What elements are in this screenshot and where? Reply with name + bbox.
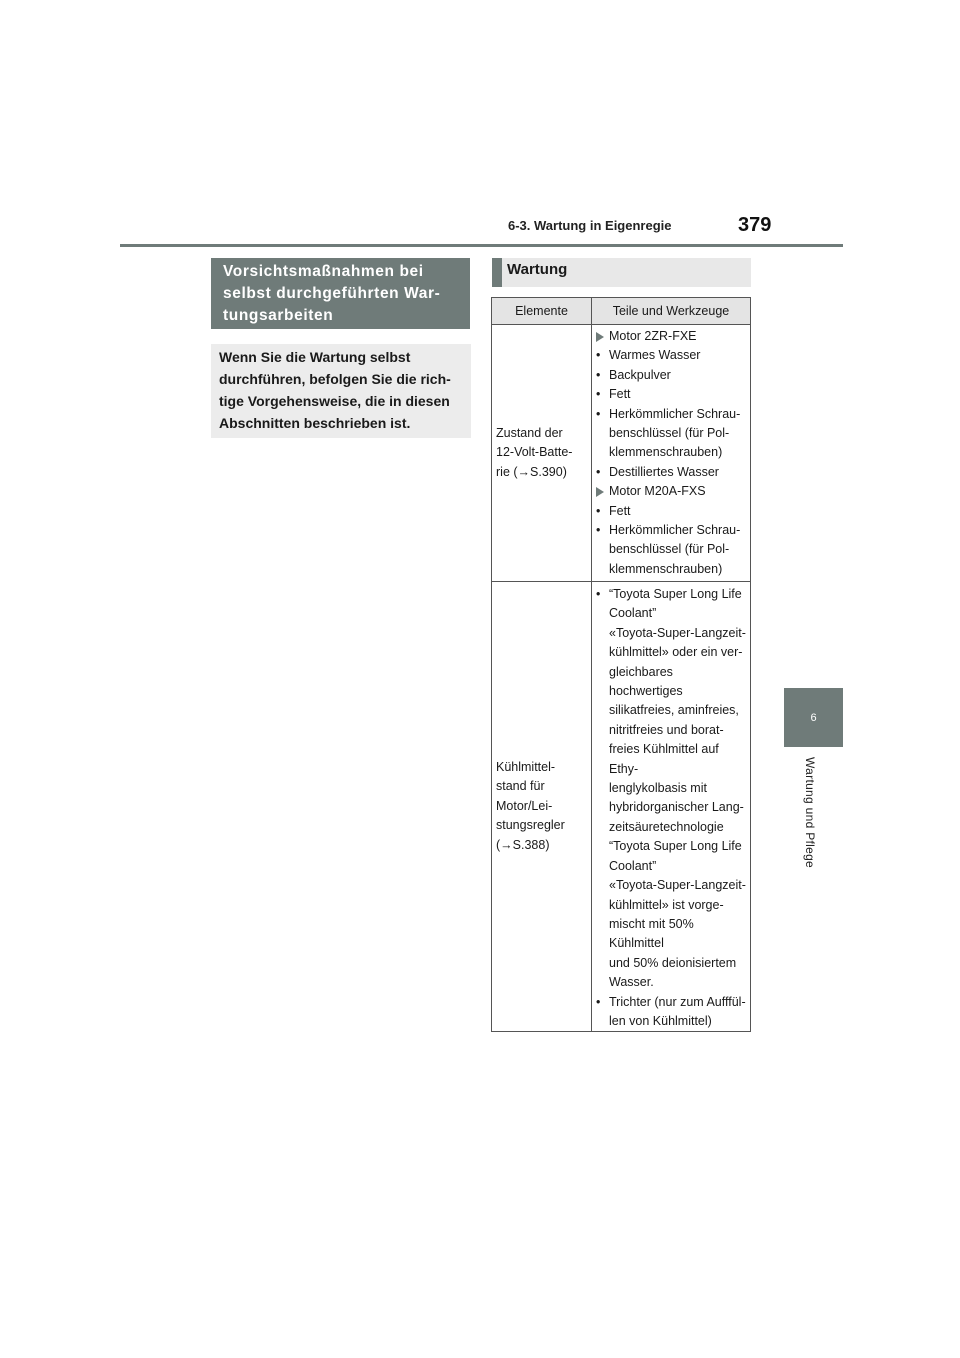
element-line: (→S.388) (496, 837, 550, 852)
parts-item-text: Wasser. (609, 975, 654, 990)
parts-item (596, 585, 750, 604)
parts-item-text: silikatfreies, aminfreies, (609, 703, 739, 718)
chapter-label: Wartung und Pflege (803, 757, 817, 869)
parts-item (596, 818, 750, 837)
element-line: Kühlmittel- (496, 759, 556, 774)
parts-item-text: gleichbares hochwertiges (609, 664, 683, 699)
parts-list (596, 585, 750, 1031)
chapter-number: 6 (810, 711, 817, 724)
parts-item (596, 366, 750, 385)
section-title: 6-3. Wartung in Eigenregie (508, 218, 672, 233)
bullet-marker: • (596, 348, 601, 363)
parts-item-text: nitritfreies und borat- (609, 722, 724, 737)
caution-body-box (211, 344, 471, 438)
parts-item-text: hybridorganischer Lang- (609, 800, 744, 815)
parts-item (596, 896, 750, 915)
caution-body-line: durchführen, befolgen Sie die rich- (219, 371, 451, 387)
parts-item (596, 502, 750, 521)
parts-item-text: benschlüssel (für Pol- (609, 542, 730, 557)
table-row (492, 325, 751, 582)
triangle-bullet-icon-shape (596, 487, 604, 497)
element-line: rie (→S.390) (496, 464, 567, 479)
element-cell (492, 582, 592, 1032)
triangle-bullet-icon (596, 482, 608, 503)
maintenance-table (491, 297, 751, 1032)
caution-title-box (211, 258, 470, 329)
parts-item (596, 915, 750, 954)
bullet-marker: • (596, 587, 601, 601)
parts-item-text: Trichter (nur zum Aufffül- (609, 994, 746, 1009)
parts-item-text: «Toyota-Super-Langzeit- (609, 878, 746, 893)
caution-body-line: Wenn Sie die Wartung selbst (219, 349, 411, 365)
parts-item-text: benschlüssel (für Pol- (609, 426, 730, 441)
caution-body-line: Abschnitten beschrieben ist. (219, 415, 411, 431)
parts-item (596, 779, 750, 798)
column-header-elements: Elemente (492, 298, 592, 325)
bullet-marker: • (596, 523, 601, 538)
parts-item-text: “Toyota Super Long Life (609, 839, 742, 854)
table-header-row (492, 298, 751, 325)
parts-item-text: freies Kühlmittel auf Ethy- (609, 742, 719, 776)
element-cell (492, 325, 592, 582)
parts-item-text: klemmenschrauben) (609, 561, 723, 576)
parts-item (596, 624, 750, 643)
parts-item (596, 482, 750, 501)
parts-list (596, 327, 750, 579)
parts-item (596, 740, 750, 779)
caution-title-line: selbst durchgeführten War- (223, 285, 441, 302)
bullet-marker: • (596, 464, 601, 479)
parts-item-text: “Toyota Super Long Life (609, 587, 742, 601)
element-line: 12-Volt-Batte- (496, 445, 573, 460)
parts-item-text: Motor 2ZR-FXE (609, 329, 697, 343)
parts-cell (592, 325, 751, 582)
parts-item (596, 954, 750, 973)
parts-item (596, 837, 750, 856)
table-row (492, 582, 751, 1032)
parts-item (596, 643, 750, 662)
parts-item (596, 721, 750, 740)
parts-item-text: klemmenschrauben) (609, 445, 723, 460)
parts-item-text: Backpulver (609, 367, 671, 382)
parts-item (596, 385, 750, 404)
column-header-parts: Teile und Werkzeuge (592, 298, 751, 325)
parts-item-text: Herkömmlicher Schrau- (609, 523, 741, 538)
parts-item (596, 521, 750, 540)
parts-item-text: Coolant” (609, 858, 657, 873)
parts-item (596, 327, 750, 346)
parts-item-text: mischt mit 50% Kühlmittel (609, 916, 694, 951)
element-line: Motor/Lei- (496, 798, 553, 813)
parts-item-text: Warmes Wasser (609, 348, 701, 363)
parts-item-text: kühlmittel» ist vorge- (609, 897, 724, 912)
parts-item (596, 1012, 750, 1031)
triangle-bullet-icon-shape (596, 332, 604, 342)
parts-cell (592, 582, 751, 1032)
header-divider (120, 244, 843, 247)
parts-item-text: zeitsäuretechnologie (609, 819, 724, 834)
parts-item-text: Fett (609, 503, 631, 518)
bullet-marker: • (596, 387, 601, 402)
parts-item-text: len von Kühlmittel) (609, 1013, 712, 1028)
parts-item-text: Motor M20A-FXS (609, 484, 706, 499)
chapter-tab[interactable] (784, 688, 843, 747)
parts-item (596, 798, 750, 817)
parts-item (596, 540, 750, 559)
caution-title-line: Vorsichtsmaßnahmen bei (223, 263, 424, 280)
element-line: Zustand der (496, 425, 563, 440)
parts-item (596, 993, 750, 1012)
parts-item (596, 560, 750, 579)
parts-item (596, 346, 750, 365)
parts-item (596, 443, 750, 462)
parts-item-text: Destilliertes Wasser (609, 464, 719, 479)
triangle-bullet-icon (596, 327, 608, 348)
parts-item-text: Fett (609, 387, 631, 402)
parts-item-text: Herkömmlicher Schrau- (609, 406, 741, 421)
element-line: stungsregler (496, 818, 565, 833)
parts-item (596, 463, 750, 482)
parts-item-text: kühlmittel» oder ein ver- (609, 645, 743, 660)
parts-item (596, 857, 750, 876)
parts-item-text: Coolant” (609, 606, 657, 621)
parts-item (596, 663, 750, 702)
bullet-marker: • (596, 367, 601, 382)
element-line: stand für (496, 779, 545, 794)
caution-body-line: tige Vorgehensweise, die in diesen (219, 393, 450, 409)
parts-item (596, 604, 750, 623)
parts-item (596, 424, 750, 443)
maintenance-heading: Wartung (492, 258, 751, 287)
parts-item-text: lenglykolbasis mit (609, 781, 707, 796)
parts-item (596, 973, 750, 992)
parts-item (596, 701, 750, 720)
parts-item-text: und 50% deionisiertem (609, 955, 737, 970)
bullet-marker: • (596, 406, 601, 421)
bullet-marker: • (596, 503, 601, 518)
bullet-marker: • (596, 994, 601, 1009)
caution-title-line: tungsarbeiten (223, 307, 334, 324)
parts-item-text: «Toyota-Super-Langzeit- (609, 625, 746, 640)
parts-item (596, 405, 750, 424)
page-number: 379 (738, 214, 772, 236)
parts-item (596, 876, 750, 895)
